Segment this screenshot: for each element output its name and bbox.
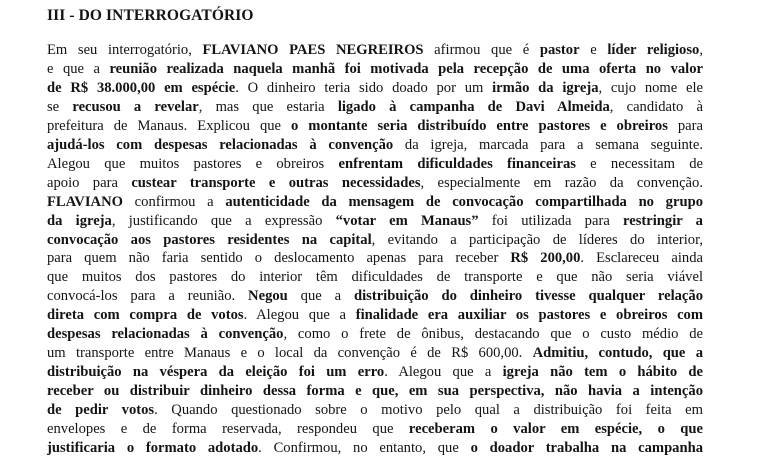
- bold-text-run: o montante seria distribuído entre pastores e obreiros: [291, 117, 668, 134]
- text-run: para: [667, 117, 703, 134]
- text-run: ,: [699, 42, 703, 58]
- text-run: e necessitam de: [575, 155, 703, 172]
- text-line: [47, 174, 703, 193]
- bold-text-run: direta com compra de votos: [47, 307, 244, 324]
- bold-text-run: autenticidade da mensagem de convocação compartilhada no grupo: [225, 193, 703, 210]
- text-line: [47, 268, 703, 287]
- text-run: um transporte entre Manaus e o local da convenção é de R$ 600,00.: [47, 345, 533, 362]
- text-run: , como o frete de ônibus, destacando que o custo médio de: [283, 326, 703, 343]
- text-run: que muitos dos pastores do interior têm dificuldades de transporte e que não seria viável: [47, 269, 703, 286]
- bold-text-run: distribuição do dinheiro tivesse qualquer relação: [353, 288, 703, 305]
- bold-text-run: despesas relacionadas à convenção: [47, 326, 284, 343]
- text-run: , candidato à: [609, 98, 703, 115]
- text-run: prefeitura de Manaus. Explicou que: [47, 117, 292, 134]
- text-run: , justificando que a expressão: [111, 212, 336, 229]
- text-run: . Esclareceu ainda: [580, 250, 703, 267]
- text-line: [47, 117, 703, 136]
- text-line: [47, 136, 703, 155]
- text-line: [47, 41, 703, 60]
- bold-text-run: da igreja: [47, 212, 112, 229]
- text-run: para quem não faria sentido o deslocamento apenas para receber: [47, 250, 511, 267]
- text-line: [47, 420, 703, 439]
- bold-text-run: irmão da igreja: [492, 79, 599, 96]
- bold-text-run: receber ou distribuir dinheiro dessa forma e que, em sua perspectiva, não havia a intenção: [47, 383, 703, 400]
- text-run: convocá-los para a reunião.: [47, 288, 249, 305]
- text-line: [47, 401, 703, 420]
- text-run: da igreja, marcada para a semana seguinte.: [393, 136, 703, 153]
- bold-text-run: FLAVIANO: [47, 193, 123, 210]
- bold-text-run: convocação aos pastores residentes na capital: [47, 231, 372, 248]
- bold-text-run: recusou a revelar: [72, 98, 199, 115]
- text-line: [47, 212, 703, 231]
- text-run: se: [47, 98, 73, 115]
- bold-text-run: pastor: [539, 42, 580, 58]
- bold-text-run: “votar em Manaus”: [335, 212, 479, 229]
- text-line: [47, 363, 703, 382]
- text-run: foi utilizada para: [478, 212, 624, 229]
- bold-text-run: justificaria o formato adotado: [47, 439, 259, 456]
- text-run: . Quando questionado sobre o motivo pelo qual a distribuição foi feita em: [154, 402, 703, 419]
- text-run: . Confirmou, no entanto, que: [258, 439, 471, 456]
- section-heading: III - DO INTERROGATÓRIO: [47, 7, 254, 24]
- bold-text-run: líder religioso: [607, 42, 700, 58]
- bold-text-run: Negou: [248, 288, 288, 305]
- text-run: . Alegou que a: [243, 307, 356, 324]
- text-run: , mas que estaria: [198, 98, 338, 115]
- bold-text-run: FLAVIANO PAES NEGREIROS: [202, 42, 424, 58]
- text-line: [47, 79, 703, 98]
- text-run: , cujo nome ele: [598, 79, 704, 96]
- text-line: [47, 60, 703, 79]
- text-run: . O dinheiro teria sido doado por um: [235, 79, 493, 96]
- text-run: , especialmente em razão da convenção.: [420, 174, 703, 191]
- text-run: que a: [287, 288, 354, 305]
- bold-text-run: ajudá-los com despesas relacionadas à convenção: [47, 136, 394, 153]
- text-line: [47, 325, 703, 344]
- bold-text-run: finalidade era auxiliar os pastores e obreiros com: [355, 307, 704, 324]
- bold-text-run: enfrentam dificuldades financeiras: [338, 155, 576, 172]
- bold-text-run: igreja não tem o hábito de: [502, 364, 703, 381]
- bold-text-run: de R$ 38.000,00 em espécie: [47, 79, 236, 96]
- text-run: , evitando a participação de líderes do interior,: [371, 231, 704, 248]
- text-run: apoio para: [47, 174, 132, 191]
- text-run: Alegou que muitos pastores e obreiros: [47, 155, 339, 172]
- text-run: afirmou que é: [423, 42, 540, 58]
- text-run: Em seu interrogatório,: [47, 42, 203, 58]
- text-line: [47, 287, 703, 306]
- text-line: [47, 344, 703, 363]
- text-line: [47, 193, 703, 212]
- text-line: [47, 155, 703, 174]
- bold-text-run: custear transporte e outras necessidades: [131, 174, 421, 191]
- text-line: [47, 98, 703, 117]
- text-line: [47, 249, 703, 268]
- text-line: [47, 306, 703, 325]
- text-line: [47, 231, 703, 250]
- bold-text-run: distribuição na véspera da eleição foi um erro: [47, 364, 385, 381]
- bold-text-run: R$ 200,00: [510, 250, 581, 267]
- text-run: e: [579, 42, 608, 58]
- bold-text-run: receberam o valor em espécie, o que: [408, 421, 703, 437]
- bold-text-run: o doador trabalha na campanha: [470, 439, 704, 456]
- bold-text-run: restringir a: [623, 212, 703, 229]
- text-run: envelopes e de forma reservada, respondeu que: [47, 421, 409, 437]
- text-line: [47, 439, 703, 458]
- bold-text-run: reunião realizada naquela manhã foi motivada pela recepção de uma oferta no valor: [109, 60, 703, 77]
- text-run: . Alegou que a: [384, 364, 503, 381]
- text-line: [47, 382, 703, 401]
- text-run: confirmou a: [122, 193, 226, 210]
- bold-text-run: de pedir votos: [47, 402, 155, 419]
- text-run: e que a: [47, 60, 110, 77]
- bold-text-run: Admitiu, contudo, que a: [532, 345, 704, 362]
- bold-text-run: ligado à campanha de Davi Almeida: [337, 98, 610, 115]
